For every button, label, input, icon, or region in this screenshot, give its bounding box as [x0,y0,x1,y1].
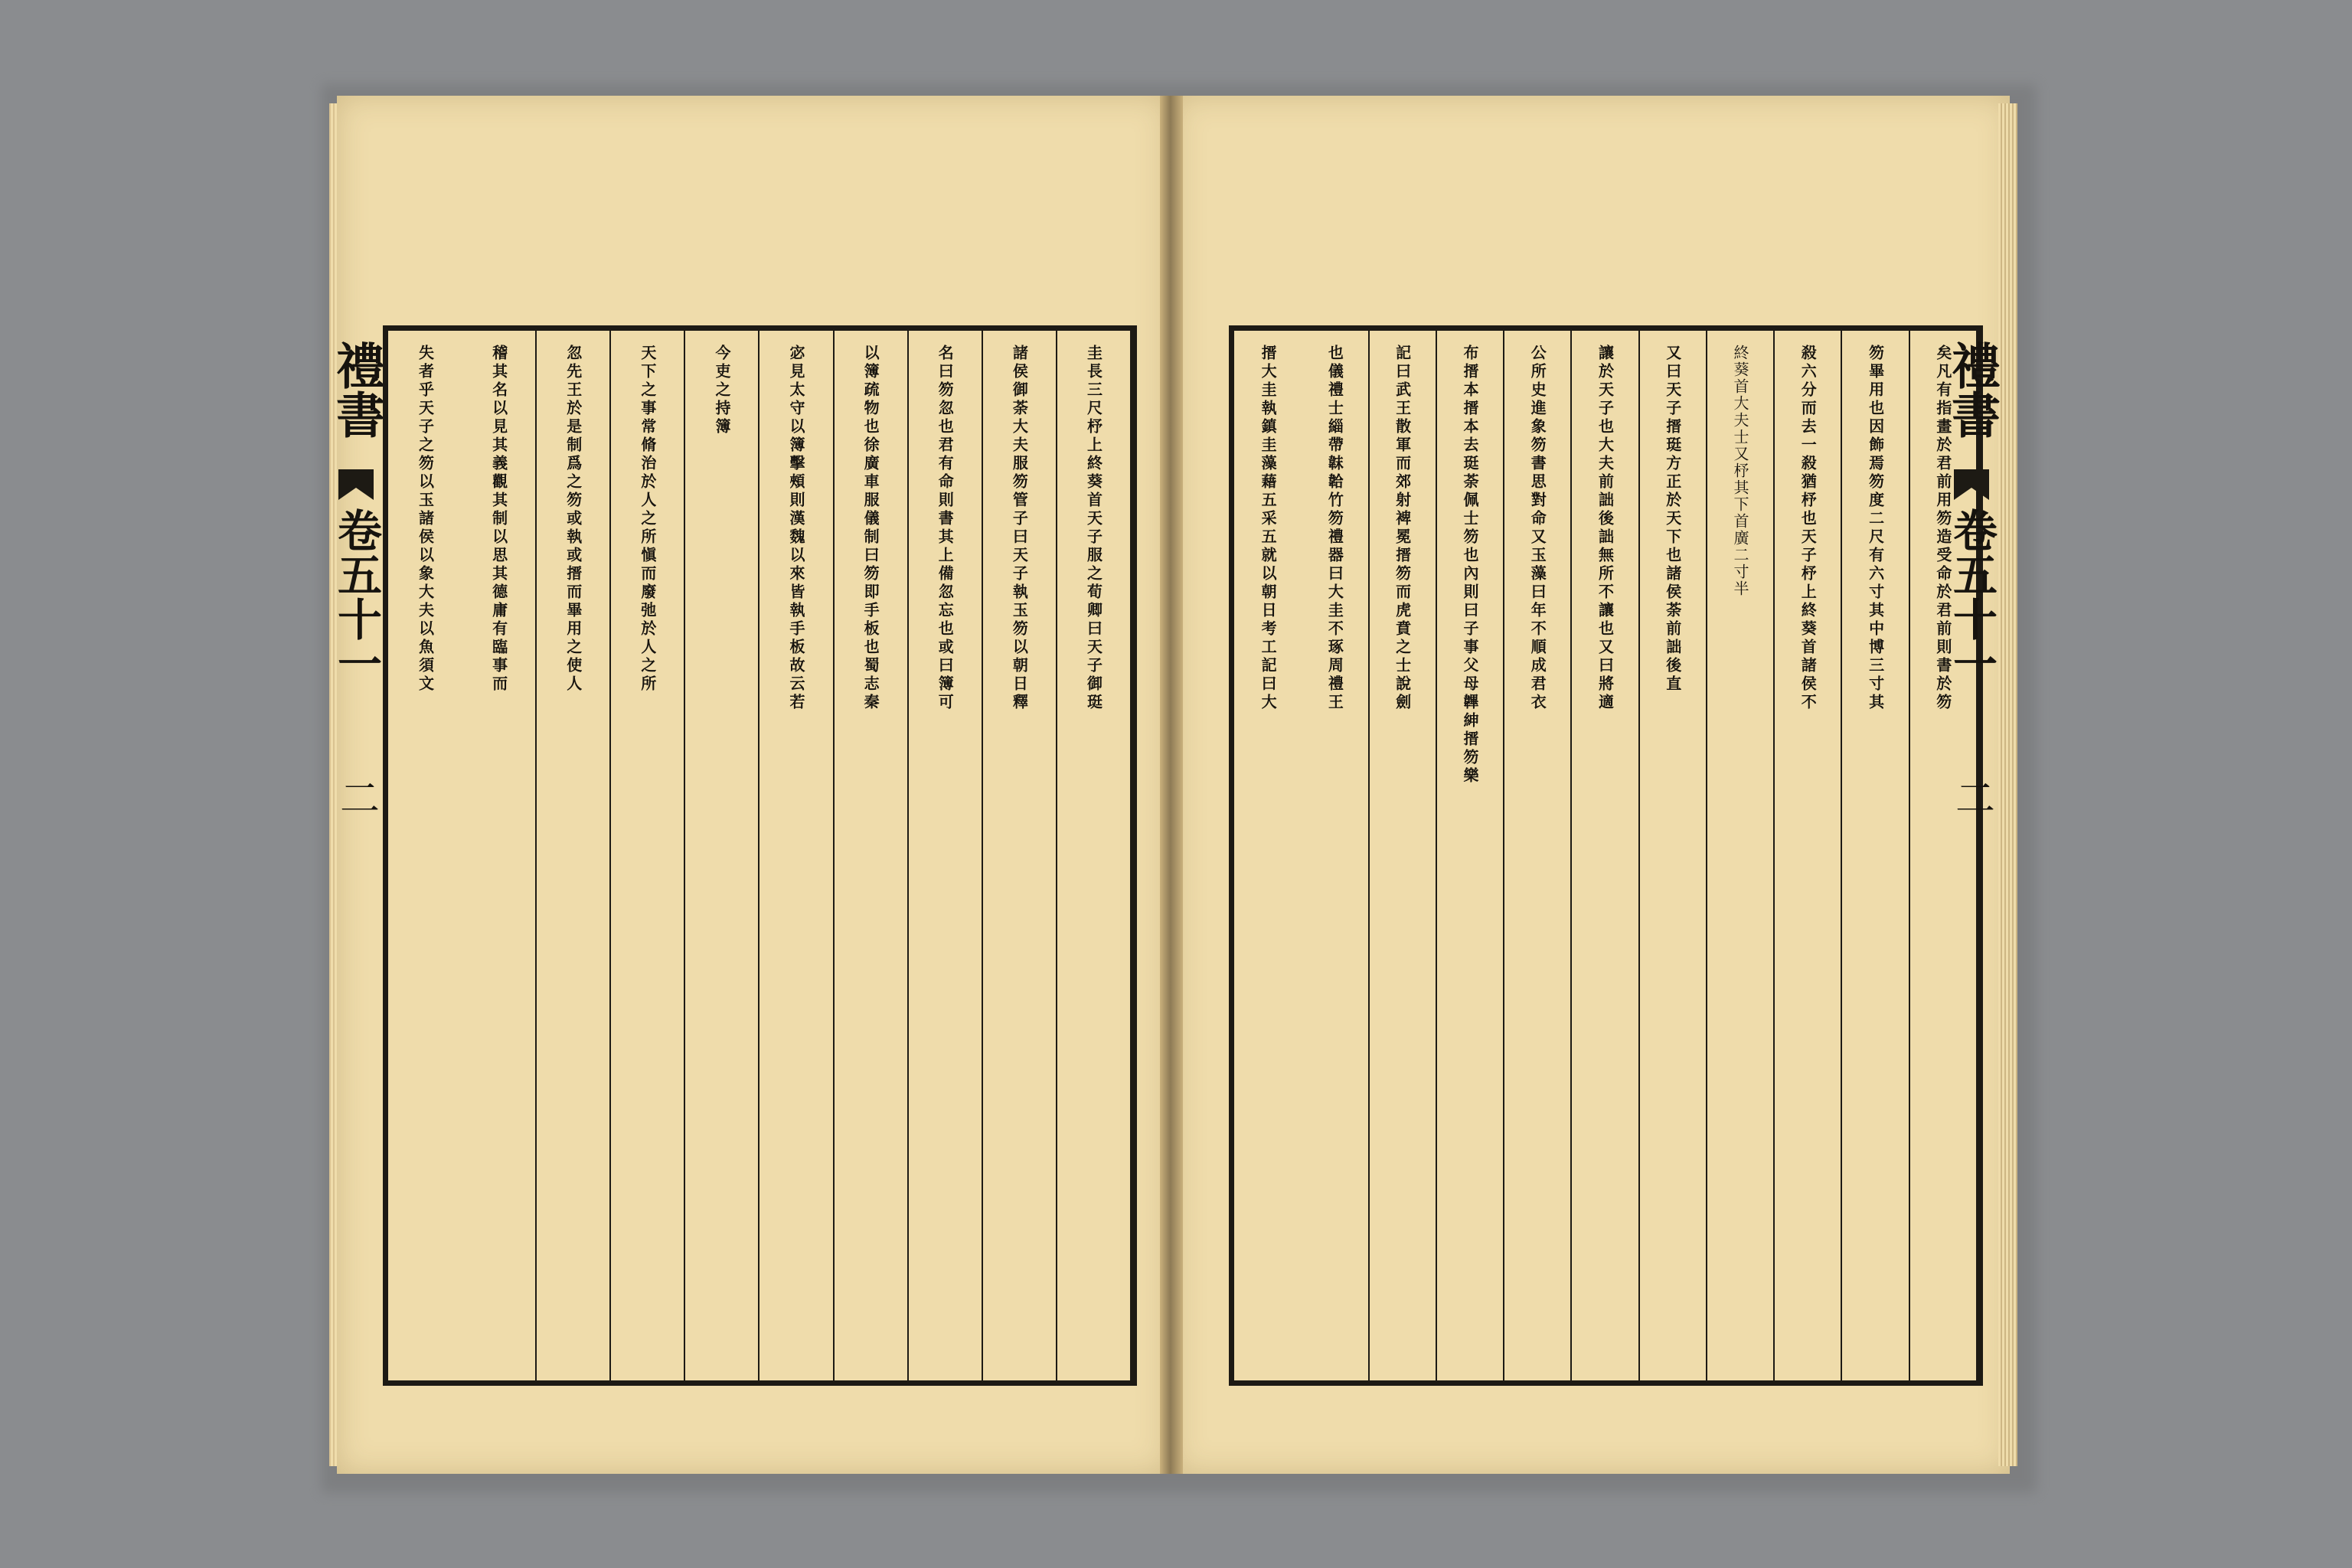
text-column [1707,331,1775,1380]
commentary-text: 終葵首大夫士又杼其下首廣二寸半 [1731,345,1750,597]
column-text: 諸侯御荼大夫服笏管子曰天子執玉笏以朝日釋 [1010,345,1029,712]
column-text: 又曰天子搢珽方正於天下也諸侯荼前詘後直 [1663,345,1682,694]
text-column [537,331,611,1380]
text-column [1842,331,1909,1380]
column-text: 失者乎天子之笏以玉諸侯以象大夫以魚須文 [416,345,435,694]
text-column [1370,331,1437,1380]
column-text: 讓於天子也大夫前詘後詘無所不讓也又曰將適 [1596,345,1615,712]
column-text: 矣凡有指畫於君前用笏造受命於君前則書於笏 [1933,345,1952,712]
text-column [835,331,909,1380]
fish-tail-mark-icon [338,469,374,500]
text-column [1775,331,1842,1380]
text-column [1572,331,1639,1380]
column-text: 宓見太守以簿擊頰則漢魏以來皆執手板故云若 [787,345,806,712]
text-column [983,331,1057,1380]
column-text: 圭長三尺杼上終葵首天子服之荀卿曰天子御珽 [1084,345,1103,712]
text-column [1504,331,1572,1380]
column-text: 天下之事常脩治於人之所愼而廢弛於人之所 [638,345,657,694]
column-text: 記曰武王散軍而郊射裨冕搢笏而虎賁之士說劍 [1393,345,1412,712]
column-text: 以簿疏物也徐廣車服儀制曰笏即手板也蜀志秦 [861,345,880,712]
text-column [909,331,983,1380]
left-margin-title: 禮書 [328,341,385,439]
text-column [1640,331,1707,1380]
text-column [1302,331,1369,1380]
text-column [760,331,835,1380]
left-columns [388,331,1132,1380]
page-edges-right [1998,103,2017,1466]
column-text: 也儀禮士緇帶韎韐竹笏禮器曰大圭不琢周禮王 [1325,345,1344,712]
column-text: 笏畢用也因飾焉笏度二尺有六寸其中博三寸其 [1866,345,1885,712]
left-margin-page-number: 二 [332,777,379,817]
text-column [1437,331,1504,1380]
left-page-margin-strip [329,325,383,1386]
left-margin-volume: 卷五十一 [330,508,382,685]
left-text-frame [383,325,1137,1386]
column-text: 名曰笏忽也君有命則書其上備忽忘也或曰簿可 [936,345,955,712]
fish-tail-mark-icon [1954,469,1989,500]
book-spine [1160,96,1183,1474]
text-column [685,331,760,1380]
right-margin-volume: 卷五十一 [1945,508,1998,685]
text-column [611,331,685,1380]
text-column [388,331,462,1380]
column-text: 今吏之持簿 [712,345,731,436]
right-page-margin-strip [1943,325,2001,1386]
text-column [462,331,537,1380]
column-text: 殺六分而去一殺猶杼也天子杼上終葵首諸侯不 [1798,345,1818,712]
column-text: 忽先王於是制爲之笏或執或搢而畢用之使人 [564,345,583,694]
column-text: 公所史進象笏書思對命又玉藻曰年不順成君衣 [1528,345,1547,712]
column-text: 稽其名以見其義觀其制以思其德庸有臨事而 [489,345,508,694]
right-columns [1234,331,1978,1380]
right-text-frame [1229,325,1983,1386]
text-column [1057,331,1132,1380]
column-text: 布搢本搢本去珽荼佩士笏也內則曰子事父母韠紳搢笏樂 [1460,345,1479,786]
right-margin-page-number: 二 [1948,777,1994,817]
text-column [1234,331,1302,1380]
right-margin-title: 禮書 [1943,341,2001,439]
column-text: 搢大圭執鎮圭藻藉五采五就以朝日考工記曰大 [1259,345,1278,712]
